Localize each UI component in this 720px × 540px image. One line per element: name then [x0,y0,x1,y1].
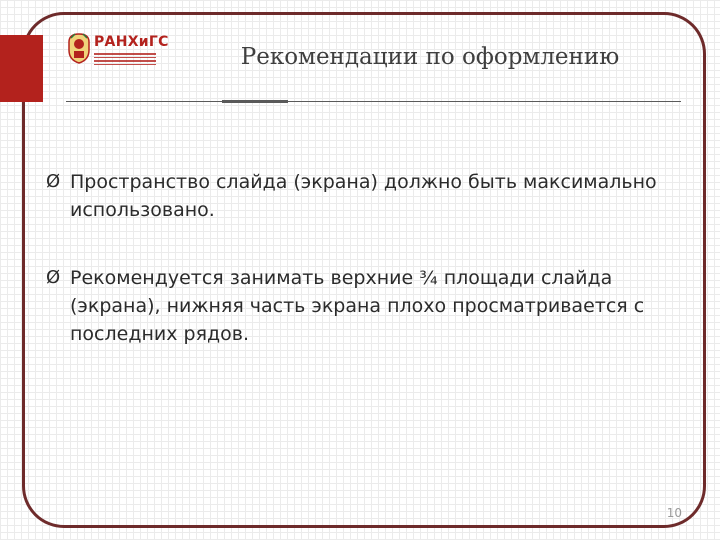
page-number: 10 [666,506,682,520]
ranepa-logo [66,32,169,66]
title-divider-accent [222,100,288,103]
bullet-text: Пространство слайда (экрана) должно быть максимально использовано. [70,171,657,221]
accent-bar [0,35,43,102]
arrow-bullet-icon: Ø [46,267,61,288]
bullet-text: Рекомендуется занимать верхние ¾ площади слайда (экрана), нижняя часть экрана плохо просматривается с последних рядов. [70,267,645,345]
bullet-item [46,264,686,348]
slide-title: Рекомендации по оформлению [240,44,620,70]
bullet-item [46,168,686,224]
arrow-bullet-icon: Ø [46,171,61,192]
ranepa-emblem-icon [66,32,92,64]
title-divider [66,101,681,102]
logo-subtitle-lines [94,53,156,67]
slide-content [46,168,686,388]
logo-text: РАНХиГС [94,34,169,50]
